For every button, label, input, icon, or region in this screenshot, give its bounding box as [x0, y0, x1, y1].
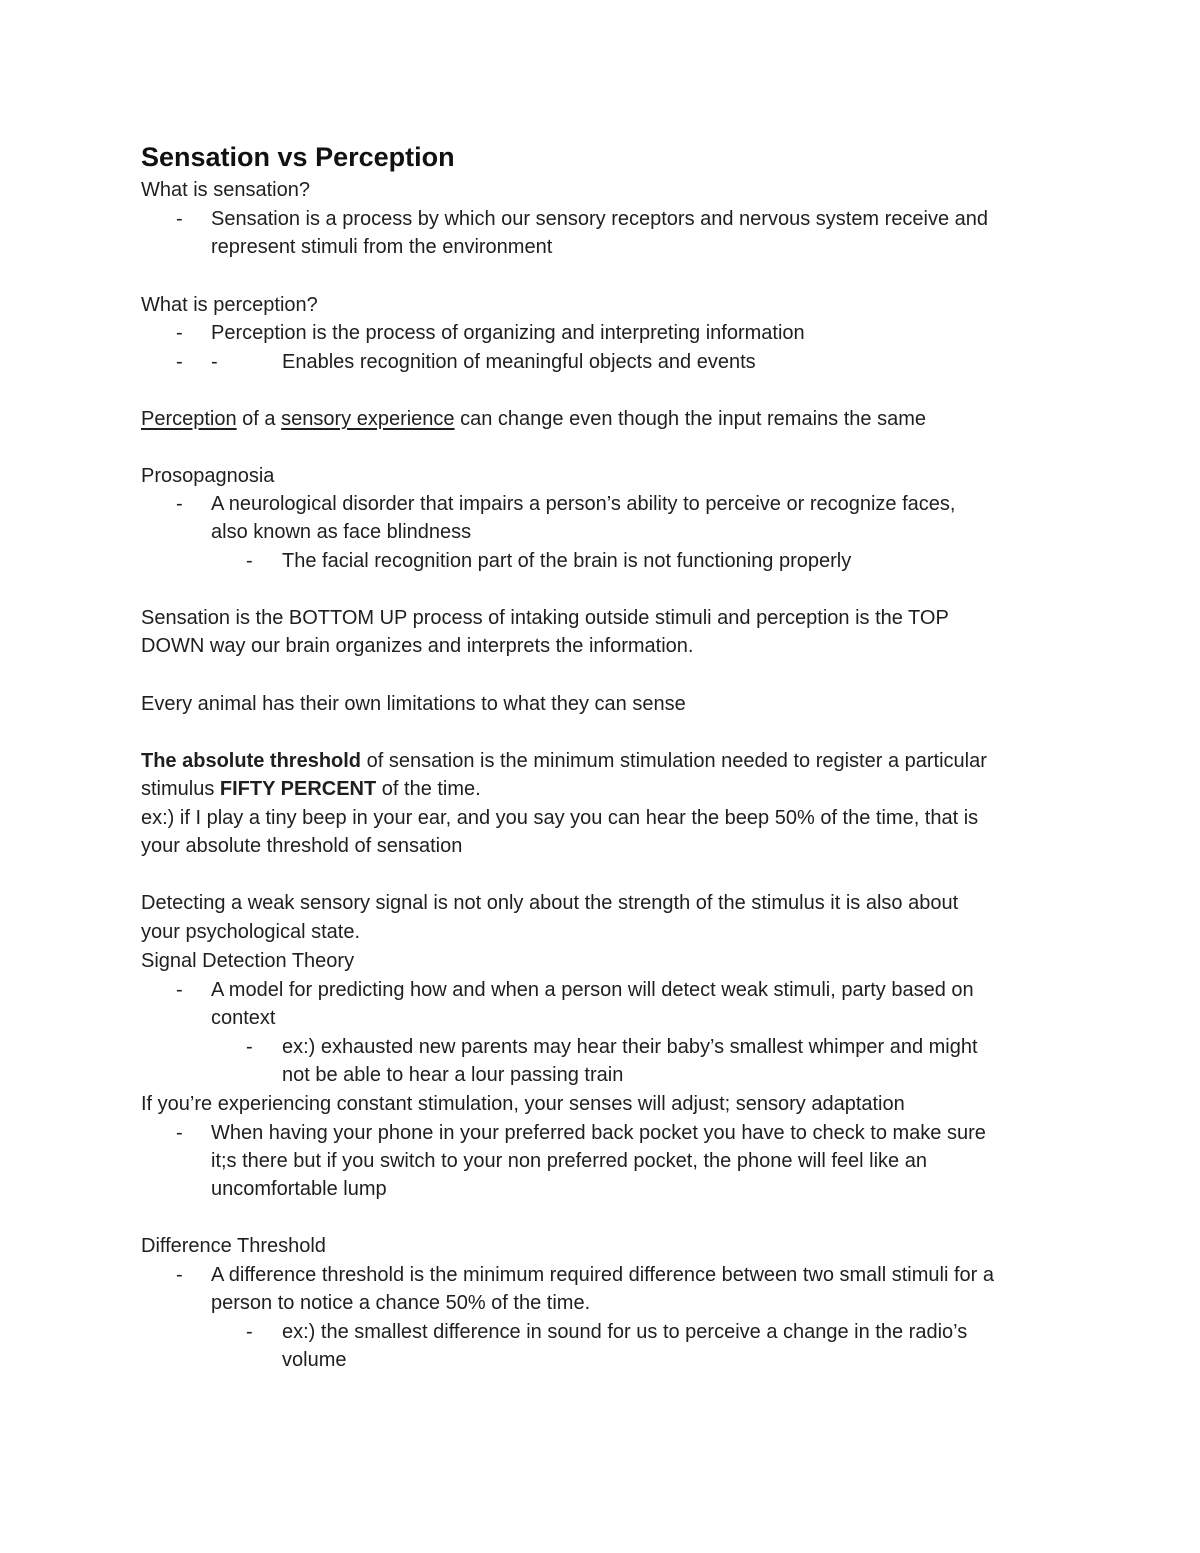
- perception-definition: Perception is the process of organizing and interpreting information: [211, 322, 805, 344]
- bullet-dash: -: [176, 351, 183, 373]
- bullet-dash: -: [246, 1321, 253, 1343]
- difference-threshold-definition-line-1: A difference threshold is the minimum required difference between two small stimuli for a: [211, 1264, 994, 1286]
- bullet-dash: -: [176, 322, 183, 344]
- animal-limitations: Every animal has their own limitations to what they can sense: [141, 693, 686, 715]
- absolute-threshold-line-1: The absolute threshold of sensation is the minimum stimulation needed to register a particular: [141, 750, 987, 772]
- perception-change-statement: Perception of a sensory experience can change even though the input remains the same: [141, 408, 926, 430]
- absolute-threshold-line-2: stimulus FIFTY PERCENT of the time.: [141, 778, 481, 800]
- bullet-dash: -: [176, 493, 183, 515]
- perception-recognition: Enables recognition of meaningful objects and events: [282, 351, 756, 373]
- absolute-threshold-example-line-1: ex:) if I play a tiny beep in your ear, and you say you can hear the beep 50% of the time, that is: [141, 807, 979, 829]
- page-title: Sensation vs Perception: [141, 142, 455, 172]
- bullet-dash: -: [176, 979, 183, 1001]
- underlined-perception: Perception: [141, 408, 237, 430]
- sensation-question: What is sensation?: [141, 179, 310, 201]
- difference-threshold-example-line-1: ex:) the smallest difference in sound for us to perceive a change in the radio’s: [282, 1321, 968, 1343]
- sensory-adaptation-statement: If you’re experiencing constant stimulation, your senses will adjust; sensory adaptation: [141, 1093, 905, 1115]
- bullet-dash: -: [176, 1264, 183, 1286]
- difference-threshold-definition-line-2: person to notice a chance 50% of the time.: [211, 1292, 591, 1314]
- underlined-sensory-experience: sensory experience: [281, 408, 455, 430]
- signal-detection-heading: Signal Detection Theory: [141, 950, 355, 972]
- signal-detection-definition-line-2: context: [211, 1007, 276, 1029]
- bullet-dash: -: [211, 351, 218, 373]
- bold-fifty-percent: FIFTY PERCENT: [219, 778, 377, 800]
- signal-detection-example-line-1: ex:) exhausted new parents may hear their baby’s smallest whimper and might: [282, 1036, 978, 1058]
- phone-example-line-1: When having your phone in your preferred back pocket you have to check to make sure: [211, 1122, 986, 1144]
- phone-example-line-2: it;s there but if you switch to your non preferred pocket, the phone will feel like an: [211, 1150, 927, 1172]
- prosopagnosia-definition-line-1: A neurological disorder that impairs a person’s ability to perceive or recognize faces,: [211, 493, 956, 515]
- bullet-dash: -: [176, 208, 183, 230]
- weak-signal-line-1: Detecting a weak sensory signal is not only about the strength of the stimulus it is also about: [141, 892, 959, 914]
- signal-detection-definition-line-1: A model for predicting how and when a person will detect weak stimuli, party based on: [211, 979, 974, 1001]
- difference-threshold-heading: Difference Threshold: [141, 1235, 326, 1257]
- difference-threshold-example-line-2: volume: [282, 1349, 347, 1371]
- prosopagnosia-detail: The facial recognition part of the brain is not functioning properly: [282, 550, 852, 572]
- absolute-threshold-example-line-2: your absolute threshold of sensation: [141, 835, 463, 857]
- bullet-dash: -: [246, 550, 253, 572]
- bottom-up-line-2: DOWN way our brain organizes and interprets the information.: [141, 635, 694, 657]
- bottom-up-line-1: Sensation is the BOTTOM UP process of intaking outside stimuli and perception is the TOP: [141, 607, 949, 629]
- weak-signal-line-2: your psychological state.: [141, 921, 361, 943]
- perception-question: What is perception?: [141, 294, 318, 316]
- prosopagnosia-heading: Prosopagnosia: [141, 465, 275, 487]
- bullet-dash: -: [176, 1122, 183, 1144]
- sensation-definition-line-1: Sensation is a process by which our sensory receptors and nervous system receive and: [211, 208, 989, 230]
- bullet-dash: -: [246, 1036, 253, 1058]
- bold-absolute-threshold: The absolute threshold: [141, 750, 362, 772]
- signal-detection-example-line-2: not be able to hear a lour passing train: [282, 1064, 624, 1086]
- prosopagnosia-definition-line-2: also known as face blindness: [211, 521, 472, 543]
- sensation-definition-line-2: represent stimuli from the environment: [211, 236, 553, 258]
- phone-example-line-3: uncomfortable lump: [211, 1178, 387, 1200]
